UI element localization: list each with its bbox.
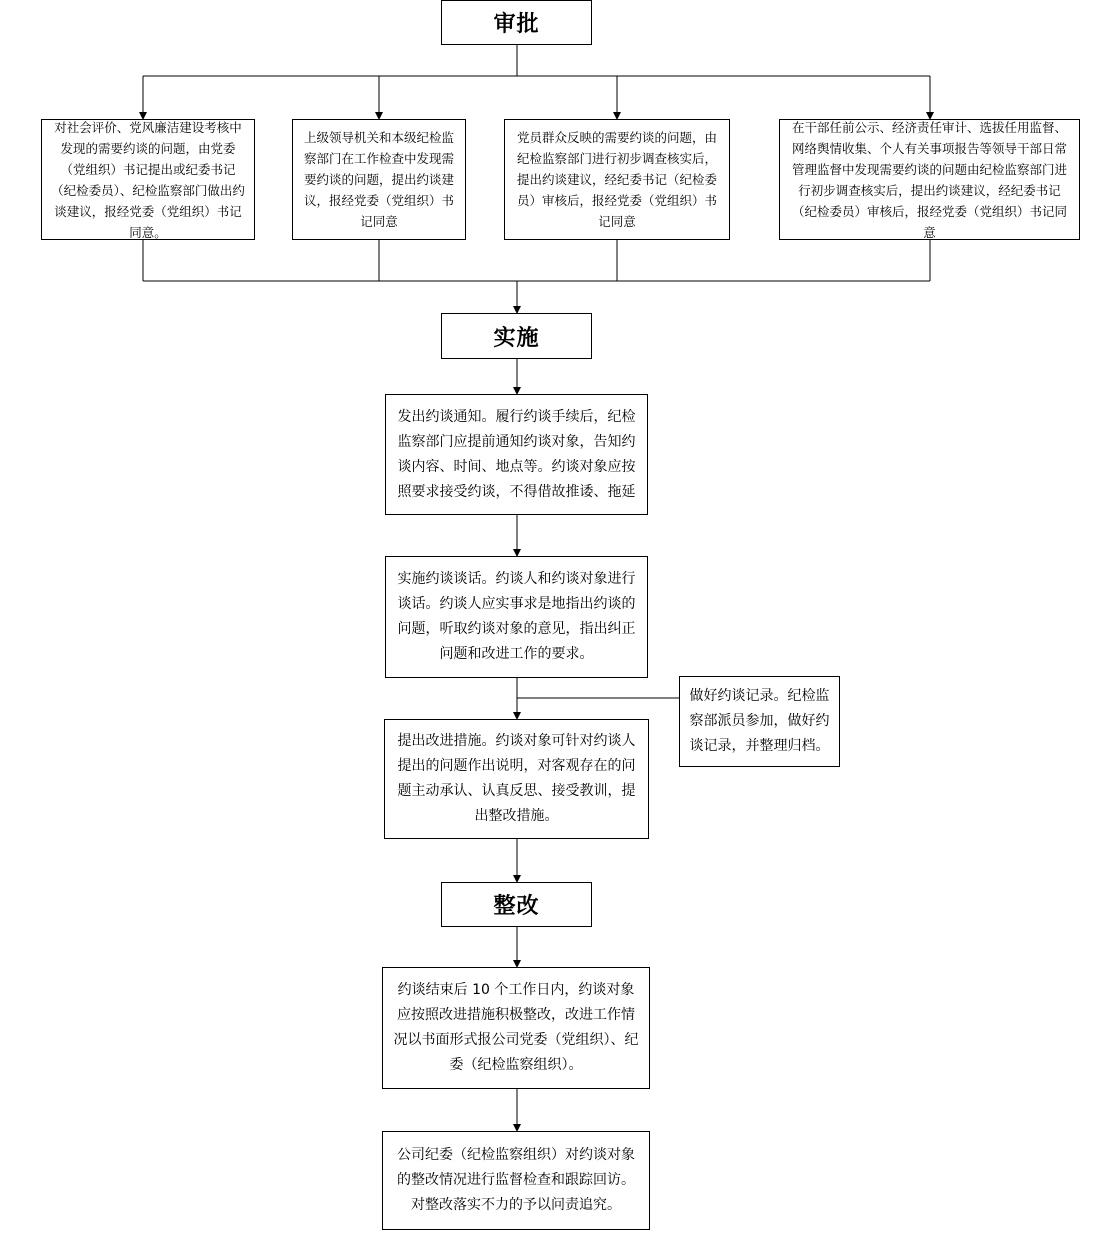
approval-source-2 [292,119,466,240]
step-followup [382,1131,650,1230]
step-notice-text: 发出约谈通知。履行约谈手续后，纪检监察部门应提前通知约谈对象，告知约谈内容、时间、地点等。约谈对象应按照要求接受约谈，不得借故推诿、拖延 [397,408,636,500]
stage-approval-label: 审批 [493,12,540,37]
approval-source-4-text: 在干部任前公示、经济责任审计、选拔任用监督、网络舆情收集、个人有关事项报告等领导干部日常管理监督中发现需要约谈的问题由纪检监察部门进行初步调查核实后，提出约谈建议，经纪委书记（纪检委员）审核后，报经党委（党组织）书记同意 [791,119,1067,240]
step-report-text: 约谈结束后 10 个工作日内，约谈对象应按照改进措施积极整改，改进工作情况以书面形式报公司党委（党组织）、纪委（纪检监察组织）。 [393,982,639,1073]
approval-source-1-text: 对社会评价、党风廉洁建设考核中发现的需要约谈的问题，由党委（党组织）书记提出或纪委书记（纪检委员）、纪检监察部门做出约谈建议，报经党委（党组织）书记同意。 [51,119,245,240]
approval-source-4 [779,119,1080,240]
approval-source-1 [41,119,255,240]
stage-implementation [441,313,592,359]
stage-rectification [441,882,592,927]
step-report [382,967,650,1089]
approval-source-3 [504,119,730,240]
approval-source-3-text: 党员群众反映的需要约谈的问题，由纪检监察部门进行初步调查核实后，提出约谈建议，经纪委书记（纪检委员）审核后，报经党委（党组织）书记同意 [516,130,717,229]
step-record [679,676,840,767]
stage-implementation-label: 实施 [493,325,540,351]
approval-source-2-text: 上级领导机关和本级纪检监察部门在工作检查中发现需要约谈的问题，提出约谈建议，报经党委（党组织）书记同意 [303,130,454,229]
step-measures [384,719,649,839]
step-measures-text: 提出改进措施。约谈对象可针对约谈人提出的问题作出说明，对客观存在的问题主动承认、认真反思、接受教训，提出整改措施。 [397,733,636,824]
step-talk-text: 实施约谈谈话。约谈人和约谈对象进行谈话。约谈人应实事求是地指出约谈的问题，听取约谈对象的意见，指出纠正问题和改进工作的要求。 [397,571,636,662]
step-talk [385,556,648,678]
step-notice [385,394,648,515]
stage-approval [441,0,592,45]
step-followup-text: 公司纪委（纪检监察组织）对约谈对象的整改情况进行监督检查和跟踪回访。对整改落实不力的予以问责追究。 [397,1147,635,1213]
step-record-text: 做好约谈记录。纪检监察部派员参加，做好约谈记录，并整理归档。 [689,688,830,754]
stage-rectification-label: 整改 [493,894,540,919]
